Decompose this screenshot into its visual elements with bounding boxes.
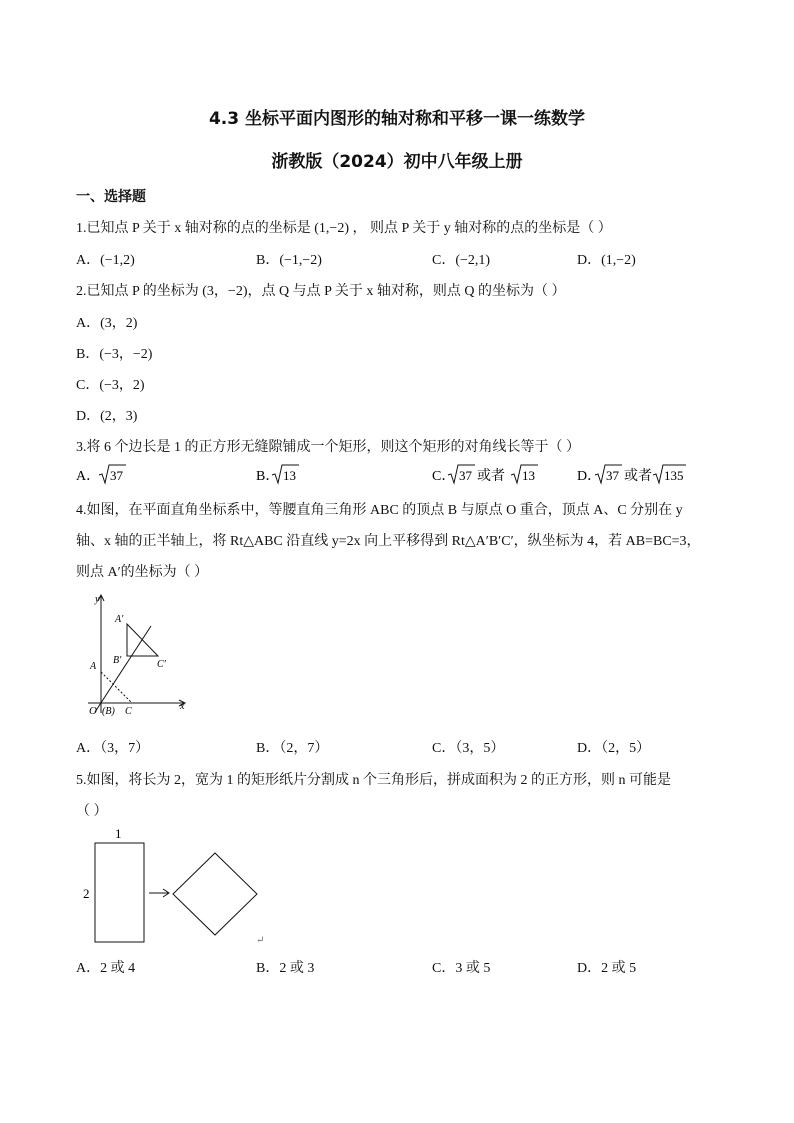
q1-option-c: C．(−2,1) [432,253,491,268]
question-5-line1: 5.如图，将长为 2，宽为 1 的矩形纸片分割成 n 个三角形后，拼成面积为 2 的正方形，则 n 可能是 [76,773,671,788]
svg-text:13: 13 [522,468,535,483]
q3-option-c: C． [432,469,456,484]
question-1-text: 1.已知点 P 关于 x 轴对称的点的坐标是 (1,−2) ， 则点 P 关于 y 轴对称的点的坐标是（ ） [76,221,612,236]
q1-option-a: A．(−1,2) [76,253,135,268]
page-subtitle: 浙教版（2024）初中八年级上册 [271,152,523,172]
svg-text:13: 13 [283,468,296,483]
svg-text:37: 37 [110,468,123,483]
label-y: y [95,594,100,605]
question-3-text: 3.将 6 个边长是 1 的正方形无缝隙铺成一个矩形，则这个矩形的对角线长等于（ ） [76,440,580,455]
q2-option-d: D．(2，3) [76,409,138,424]
label-b: (B) [102,706,115,717]
q3-sqrt-a [99,465,126,483]
label-a: A [90,661,97,672]
q3-option-b: B． [256,469,280,484]
label-a-prime: A′ [115,614,124,625]
q4-figure [76,590,196,720]
q4-option-d: D．（2，5） [577,741,651,756]
label-x: x [180,701,185,712]
rectangle-2x1 [95,843,144,942]
q3-option-a: A． [76,469,101,484]
q3-option-d: D． [577,469,602,484]
label-b-prime: B′ [113,655,122,666]
label-c-prime: C′ [157,659,166,670]
q3-connector-d: 或者 [624,469,652,484]
q2-option-c: C．(−3，2) [76,378,145,393]
triangle-a-prime-b-prime-c-prime [127,624,158,656]
svg-text:135: 135 [664,468,684,483]
q2-option-b: B．(−3，−2) [76,347,153,362]
paragraph-mark-icon: ↵ [256,935,265,946]
svg-text:37: 37 [459,468,472,483]
label-height-2: 2 [83,886,90,901]
q4-option-c: C．（3，5） [432,741,505,756]
q5-figure [76,822,276,948]
question-5-line2: （ ） [76,804,108,819]
square-area-2 [173,853,257,935]
q3-connector-c: 或者 [477,469,505,484]
section-heading: 一、选择题 [76,189,146,205]
q5-option-b: B．2 或 3 [256,961,315,976]
triangle-abc-hypotenuse [101,672,132,703]
question-4-line2: 轴、x 轴的正半轴上，将 Rt△ABC 沿直线 y=2x 向上平移得到 Rt△A′B′C′，纵坐标为 4，若 AB=BC=3， [76,534,701,549]
page-title: 4.3 坐标平面内图形的轴对称和平移一课一练数学 [208,109,586,129]
q5-option-d: D．2 或 5 [577,961,637,976]
q3-sqrt-c2 [511,465,538,483]
q4-option-a: A．（3，7） [76,741,150,756]
label-width-1: 1 [115,826,122,841]
q1-option-b: B．(−1,−2) [256,253,322,268]
q3-options-svg [76,462,716,490]
label-o: O [89,705,97,717]
q4-option-b: B．（2，7） [256,741,329,756]
q5-option-a: A．2 或 4 [76,961,136,976]
question-4-line3: 则点 A′的坐标为（ ） [76,565,209,580]
label-c: C [125,706,132,717]
q2-option-a: A．(3，2) [76,316,138,331]
line-y-2x [95,626,151,712]
question-2-text: 2.已知点 P 的坐标为 (3，−2)，点 Q 与点 P 关于 x 轴对称，则点 Q 的坐标为（ ） [76,284,566,299]
svg-text:37: 37 [606,468,619,483]
q5-option-c: C．3 或 5 [432,961,491,976]
q1-option-d: D．(1,−2) [577,253,636,268]
q3-sqrt-d2 [653,465,686,483]
question-4-line1: 4.如图，在平面直角坐标系中，等腰直角三角形 ABC 的顶点 B 与原点 O 重合，顶点 A、C 分别在 y [76,503,683,518]
